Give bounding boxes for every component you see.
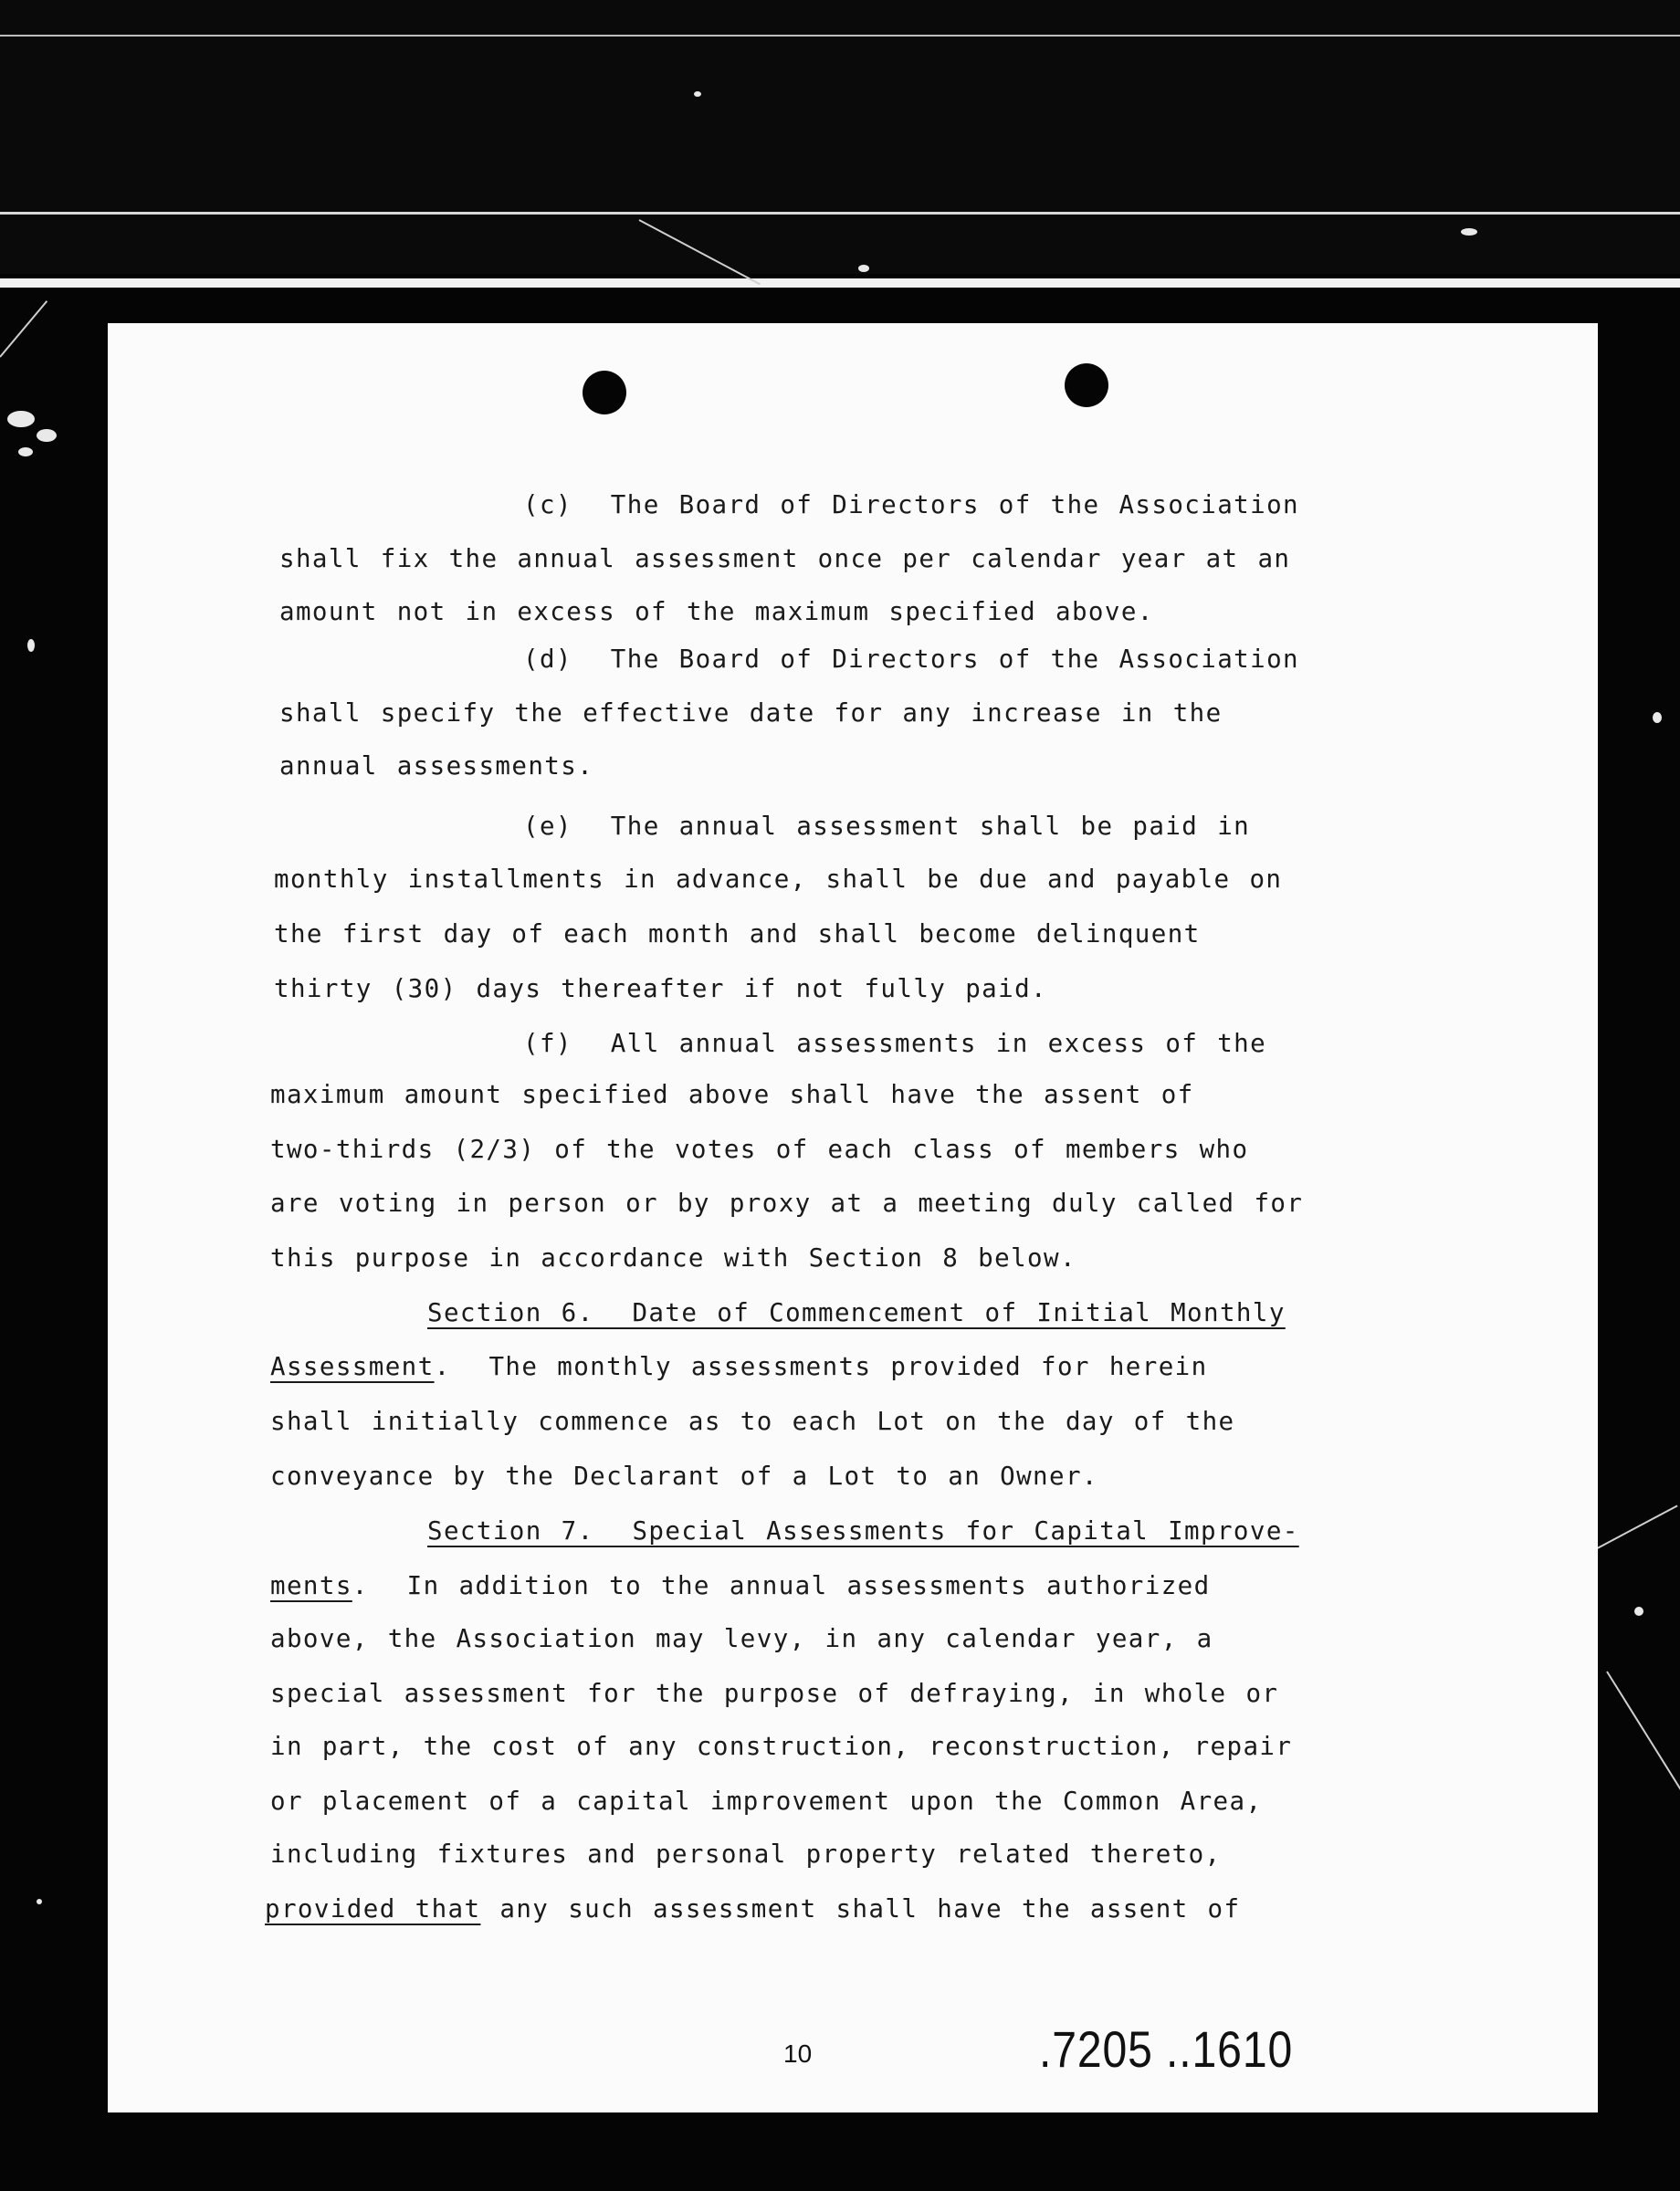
paragraph-f-line: (f) All annual assessments in excess of the	[523, 1029, 1267, 1058]
section-7-line	[270, 1571, 1211, 1600]
paragraph-d-line: (d) The Board of Directors of the Association	[523, 645, 1299, 674]
paragraph-e-line: the first day of each month and shall become delinquent	[274, 919, 1201, 949]
scan-speck	[1634, 1607, 1643, 1616]
scan-edge-noise	[0, 383, 108, 502]
paragraph-f-line: this purpose in accordance with Section 8 below.	[270, 1243, 1076, 1273]
scan-edge-line	[0, 35, 1680, 37]
scan-top-border	[0, 0, 1680, 274]
scan-speck	[37, 1899, 42, 1904]
section-6-line: shall initially commence as to each Lot on the day of the	[270, 1407, 1235, 1436]
scan-speck	[27, 639, 35, 652]
document-stamp-number: .7205 ..1610	[1039, 2020, 1294, 2078]
scan-scratch	[1589, 1504, 1678, 1553]
section-7-line: above, the Association may levy, in any calendar year, a	[270, 1624, 1213, 1653]
scan-speck	[858, 265, 869, 272]
section-7-line: special assessment for the purpose of defraying, in whole or	[270, 1679, 1279, 1708]
scan-speck	[694, 91, 701, 97]
paragraph-f-line: two-thirds (2/3) of the votes of each class of members who	[270, 1135, 1249, 1164]
page-number: 10	[783, 2039, 813, 2068]
section-7-line: or placement of a capital improvement upon the Common Area,	[270, 1787, 1263, 1816]
document-page	[108, 323, 1598, 2112]
scan-edge-line	[0, 278, 1680, 288]
paragraph-c-line: (c) The Board of Directors of the Association	[523, 490, 1299, 519]
paragraph-e-line: (e) The annual assessment shall be paid in	[523, 812, 1251, 841]
section-7-line	[265, 1894, 1241, 1924]
section-6-heading-continued: Assessment	[270, 1352, 435, 1381]
section-7-line: in part, the cost of any construction, reconstruction, repair	[270, 1732, 1293, 1761]
section-7-text: any such assessment shall have the assent of	[480, 1894, 1241, 1924]
document-body	[108, 323, 1598, 2112]
provided-that-text: provided that	[265, 1894, 481, 1924]
paragraph-f-line: maximum amount specified above shall have the assent of	[270, 1080, 1194, 1109]
scan-edge-line	[0, 212, 1680, 215]
section-7-text: . In addition to the annual assessments authorized	[352, 1571, 1211, 1600]
section-6-text: . The monthly assessments provided for herein	[434, 1352, 1208, 1381]
paragraph-e-line: thirty (30) days thereafter if not fully paid.	[274, 974, 1047, 1003]
paragraph-d-line: shall specify the effective date for any increase in the	[279, 698, 1223, 728]
scan-scratch	[1606, 1671, 1680, 1803]
scan-scratch	[0, 300, 47, 358]
paragraph-f-line: are voting in person or by proxy at a meeting duly called for	[270, 1189, 1304, 1218]
paragraph-c-line: amount not in excess of the maximum specified above.	[279, 597, 1154, 626]
scan-speck	[1461, 228, 1477, 236]
section-6-line: conveyance by the Declarant of a Lot to an Owner.	[270, 1462, 1098, 1491]
paragraph-c-line: shall fix the annual assessment once per calendar year at an	[279, 544, 1291, 573]
section-6-line	[270, 1352, 1208, 1381]
section-6-heading: Section 6. Date of Commencement of Initial Monthly	[427, 1298, 1286, 1327]
scan-speck	[1653, 712, 1662, 723]
paragraph-d-line: annual assessments.	[279, 751, 594, 781]
section-7-heading-continued: ments	[270, 1571, 352, 1600]
section-7-heading: Section 7. Special Assessments for Capital Improve-	[427, 1516, 1299, 1546]
paragraph-e-line: monthly installments in advance, shall be due and payable on	[274, 865, 1283, 894]
section-7-line: including fixtures and personal property related thereto,	[270, 1840, 1222, 1869]
